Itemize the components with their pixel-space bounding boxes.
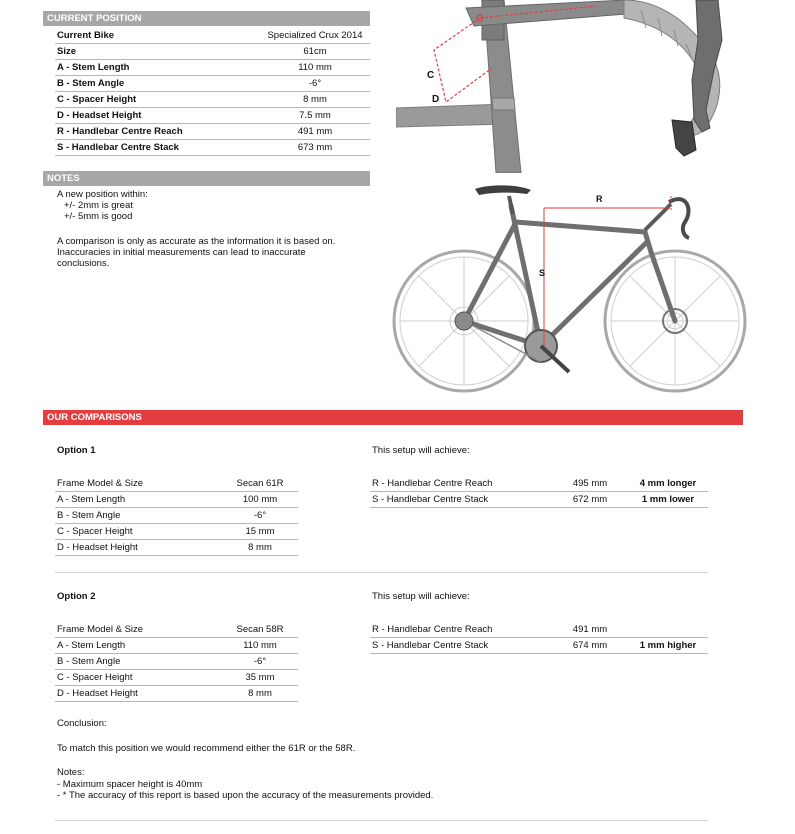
- saddle-shape: [475, 185, 531, 195]
- row-label: R - Handlebar Centre Reach: [57, 126, 183, 137]
- row-label: Current Bike: [57, 30, 115, 41]
- row-value: -6°: [308, 78, 322, 89]
- label-c: C: [427, 70, 435, 81]
- frame-value: 110 mm: [243, 640, 277, 651]
- result-value: 672 mm: [572, 494, 608, 505]
- current-position-header: CURRENT POSITION: [43, 11, 370, 26]
- current-position-row: [55, 28, 370, 44]
- row-value: 491 mm: [297, 126, 333, 137]
- notes-line-3: +/- 5mm is good: [64, 211, 133, 222]
- result-diff: 4 mm longer: [639, 478, 697, 489]
- frame-value: 100 mm: [242, 494, 278, 505]
- frame-value: -6°: [253, 510, 267, 521]
- result-row: [370, 622, 708, 638]
- frame-value: 35 mm: [245, 672, 275, 683]
- result-diff: 1 mm higher: [639, 640, 697, 651]
- row-value: Specialized Crux 2014: [267, 30, 363, 41]
- bottom-divider: [55, 820, 708, 821]
- option-1-achieve-label: This setup will achieve:: [372, 445, 470, 456]
- notes-para-2: Inaccuracies in initial measurements can lead to inaccurate: [57, 247, 306, 258]
- row-label: Size: [57, 46, 77, 57]
- option-1-title: Option 1: [57, 445, 96, 456]
- frame-shape: [464, 206, 675, 346]
- current-position-row: [55, 92, 370, 108]
- result-row: [370, 476, 708, 492]
- footer-note-2: - * The accuracy of this report is based upon the accuracy of the measurements provided.: [57, 790, 434, 801]
- row-value: 110 mm: [298, 62, 332, 73]
- current-position-row: [55, 44, 370, 60]
- frame-row: [55, 622, 298, 638]
- frame-row: [55, 508, 298, 524]
- row-label: C - Spacer Height: [57, 94, 137, 105]
- current-position-row: [55, 108, 370, 124]
- result-row: [370, 638, 708, 654]
- frame-label: B - Stem Angle: [57, 510, 121, 521]
- frame-label: B - Stem Angle: [57, 656, 121, 667]
- frame-value: 8 mm: [248, 688, 272, 699]
- frame-label: D - Headset Height: [57, 542, 138, 553]
- row-value: 61cm: [303, 46, 327, 57]
- row-value: 8 mm: [303, 94, 327, 105]
- current-position-row: [55, 60, 370, 76]
- notes-line-2: +/- 2mm is great: [64, 200, 133, 211]
- frame-row: [55, 540, 298, 556]
- top-tube-shape: [396, 104, 506, 127]
- frame-row: [55, 670, 298, 686]
- row-label: D - Headset Height: [57, 110, 142, 121]
- frame-label: Frame Model & Size: [57, 624, 144, 635]
- frame-label: C - Spacer Height: [57, 672, 133, 683]
- result-diff: 1 mm lower: [641, 494, 695, 505]
- current-position-row: [55, 124, 370, 140]
- frame-label: Frame Model & Size: [57, 478, 144, 489]
- option-2-title: Option 2: [57, 591, 96, 602]
- frame-row: [55, 476, 298, 492]
- notes-header: NOTES: [43, 171, 370, 186]
- frame-row: [55, 686, 298, 702]
- result-row: [370, 492, 708, 508]
- frame-row: [55, 524, 298, 540]
- frame-label: A - Stem Length: [57, 640, 126, 651]
- current-position-row: [55, 140, 370, 156]
- row-label: S - Handlebar Centre Stack: [57, 142, 179, 153]
- frame-value: Secan 58R: [236, 624, 284, 635]
- result-label: S - Handlebar Centre Stack: [372, 494, 489, 505]
- frame-label: A - Stem Length: [57, 494, 126, 505]
- notes-line-1: A new position within:: [57, 189, 148, 200]
- row-value: 673 mm: [297, 142, 333, 153]
- row-label: A - Stem Length: [57, 62, 130, 73]
- frame-value: 8 mm: [248, 542, 272, 553]
- frame-label: D - Headset Height: [57, 688, 138, 699]
- frame-value: Secan 61R: [236, 478, 284, 489]
- footer-notes-label: Notes:: [57, 767, 85, 778]
- result-value: 491 mm: [572, 624, 608, 635]
- frame-value: -6°: [253, 656, 267, 667]
- label-d: D: [432, 94, 440, 105]
- conclusion-text: To match this position we would recommend either the 61R or the 58R.: [57, 743, 356, 754]
- result-label: S - Handlebar Centre Stack: [372, 640, 489, 651]
- comparisons-header: OUR COMPARISONS: [43, 410, 743, 425]
- label-s: S: [539, 268, 546, 278]
- label-r: R: [596, 194, 603, 204]
- cockpit-diagram: [396, 0, 746, 173]
- result-label: R - Handlebar Centre Reach: [372, 624, 493, 635]
- frame-row: [55, 638, 298, 654]
- row-label: B - Stem Angle: [57, 78, 125, 89]
- notes-para-1: A comparison is only as accurate as the information it is based on.: [57, 236, 336, 247]
- current-position-row: [55, 76, 370, 92]
- frame-row: [55, 654, 298, 670]
- row-value: 7.5 mm: [299, 110, 331, 121]
- footer-note-1: - Maximum spacer height is 40mm: [57, 779, 203, 790]
- option-2-achieve-label: This setup will achieve:: [372, 591, 470, 602]
- result-label: R - Handlebar Centre Reach: [372, 478, 493, 489]
- frame-row: [55, 492, 298, 508]
- frame-label: C - Spacer Height: [57, 526, 133, 537]
- notes-para-3: conclusions.: [57, 258, 110, 269]
- result-value: 674 mm: [572, 640, 608, 651]
- option-divider-1: [55, 572, 708, 573]
- bike-diagram: [389, 180, 747, 408]
- result-value: 495 mm: [572, 478, 608, 489]
- conclusion-label: Conclusion:: [57, 718, 107, 729]
- frame-value: 15 mm: [245, 526, 275, 537]
